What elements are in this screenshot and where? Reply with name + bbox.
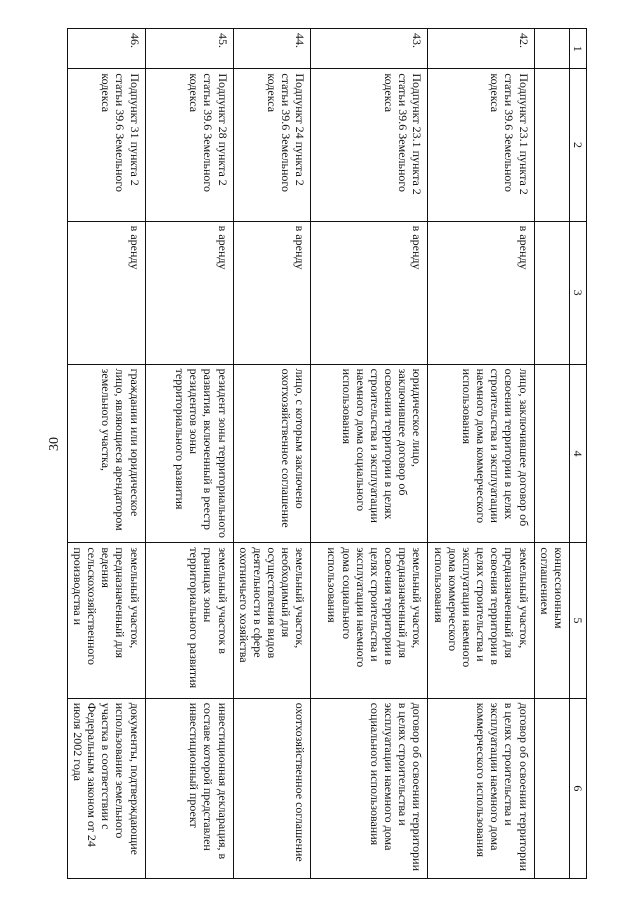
table-row xyxy=(311,29,428,879)
cell-documents: документы, подтверждающие использование земельного участка в соответствии с Федеральным законом от 24 июля 2002 года xyxy=(67,698,145,878)
cell xyxy=(534,221,569,364)
header-cell: 6 xyxy=(569,698,586,878)
cell-applicant: граждании или юридическое лицо, являющиеся арендатором земельного участка, xyxy=(67,364,145,543)
cell-basis: Подпункт 24 пункта 2 статьи 39.6 Земельного кодекса xyxy=(233,69,311,221)
cell-form: в аренду xyxy=(428,221,534,364)
cell-plot: земельный участок, предназначенный для освоения территории в целях строительства и эксплуатации наемного дома социального использования xyxy=(311,543,428,698)
cell-applicant: резидент зоны территориального развития, включенный в реестр резидентов зоны территориального развития xyxy=(145,364,233,543)
header-row xyxy=(569,29,586,879)
header-cell: 3 xyxy=(569,221,586,364)
cell-form: в аренду xyxy=(145,221,233,364)
cell-plot: концессионным соглашением xyxy=(534,543,569,698)
table-row xyxy=(233,29,311,879)
cell-form: в аренду xyxy=(233,221,311,364)
cell-plot: земельный участок, предназначенный для освоения территории в целях строительства и эксплуатации наемного дома коммерческого использования xyxy=(428,543,534,698)
land-table xyxy=(67,28,587,879)
header-cell: 2 xyxy=(569,69,586,221)
cell-number: 45. xyxy=(145,29,233,69)
cell-documents: договор об освоении территории в целях строительства и эксплуатации наемного дома социального использования xyxy=(311,698,428,878)
header-cell: 1 xyxy=(569,29,586,69)
cell-basis: Подпункт 31 пункта 2 статьи 39.6 Земельного кодекса xyxy=(67,69,145,221)
cell-plot: земельный участок в границах зоны территориального развития xyxy=(145,543,233,698)
cell-basis: Подпункт 23.1 пункта 2 статьи 39.6 Земельного кодекса xyxy=(428,69,534,221)
cell-plot: земельный участок, необходимый для осуществления видов деятельности в сфере охотничьего хозяйства xyxy=(233,543,311,698)
cell-applicant: лицо, заключившее договор об освоении территории в целях строительства и эксплуатации наемного дома коммерческого использования xyxy=(428,364,534,543)
cell-number: 42. xyxy=(428,29,534,69)
cell-basis: Подпункт 23.1 пункта 2 статьи 39.6 Земельного кодекса xyxy=(311,69,428,221)
header-cell: 5 xyxy=(569,543,586,698)
cell-documents: договор об освоении территории в целях строительства и эксплуатации наемного дома коммерческого использования xyxy=(428,698,534,878)
table-row xyxy=(67,29,145,879)
cell-number: 43. xyxy=(311,29,428,69)
cell-documents: охотхозяйственное соглашение xyxy=(233,698,311,878)
rotated-page xyxy=(71,28,587,879)
cell-basis: Подпункт 28 пункта 2 статьи 39.6 Земельного кодекса xyxy=(145,69,233,221)
cell-number: 46. xyxy=(67,29,145,69)
table-row xyxy=(428,29,534,879)
page-number: 30 xyxy=(47,437,62,451)
continuation-row xyxy=(534,29,569,879)
table-row xyxy=(145,29,233,879)
cell-applicant: юридическое лицо, заключившее договор об освоении территории в целях строительства и эксплуатации наемного дома социального использования xyxy=(311,364,428,543)
cell-applicant: лицо, с которым заключено охотхозяйственное соглашение xyxy=(233,364,311,543)
cell xyxy=(534,364,569,543)
cell xyxy=(534,69,569,221)
header-cell: 4 xyxy=(569,364,586,543)
cell-form: в аренду xyxy=(67,221,145,364)
cell-form: в аренду xyxy=(311,221,428,364)
cell xyxy=(534,29,569,69)
cell-plot: земельный участок, предназначенный для ведения сельскохозяйственного производства и xyxy=(67,543,145,698)
cell-documents: инвестиционная декларация, в составе которой представлен инвестиционный проект xyxy=(145,698,233,878)
cell-number: 44. xyxy=(233,29,311,69)
cell xyxy=(534,698,569,878)
